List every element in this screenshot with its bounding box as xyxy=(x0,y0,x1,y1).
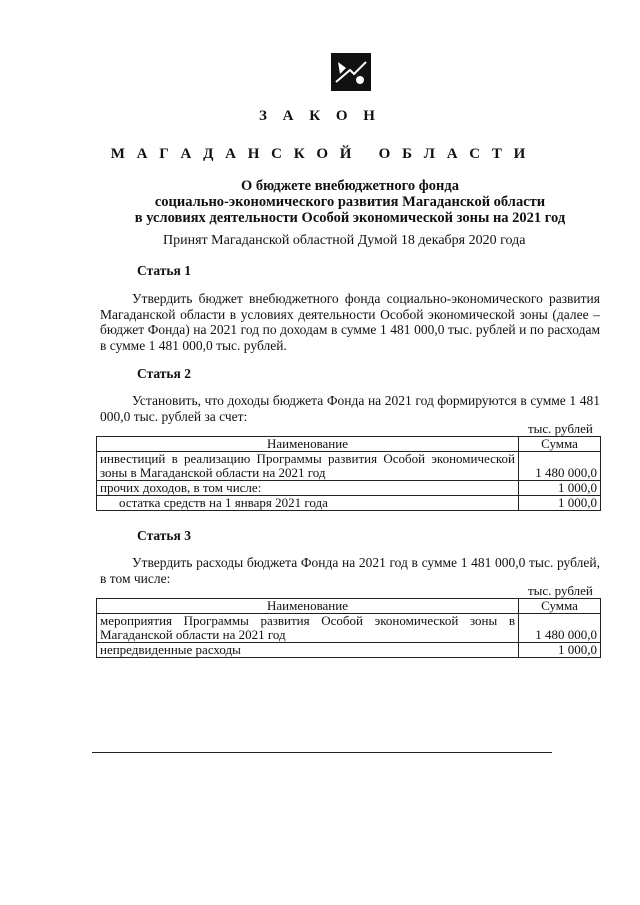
row-name: прочих доходов, в том числе: xyxy=(97,481,519,496)
unit-label: тыс. рублей xyxy=(528,583,593,598)
table-row xyxy=(97,452,601,481)
row-name: инвестиций в реализацию Программы развития Особой экономической зоны в Магаданской области на 2021 год xyxy=(97,452,519,481)
row-sum: 1 000,0 xyxy=(519,496,601,511)
coat-of-arms-icon xyxy=(330,52,372,92)
row-sum: 1 000,0 xyxy=(519,643,601,658)
region-title: М А Г А Д А Н С К О Й О Б Л А С Т И xyxy=(110,146,530,162)
income-table xyxy=(96,436,601,511)
divider-line xyxy=(92,752,552,753)
article-3-text: Утвердить расходы бюджета Фонда на 2021 год в сумме 1 481 000,0 тыс. рублей, в том числе: xyxy=(100,555,600,586)
column-header-sum: Сумма xyxy=(519,599,601,614)
column-header-name: Наименование xyxy=(97,437,519,452)
law-subtitle xyxy=(60,178,640,226)
table-row xyxy=(97,496,601,511)
adoption-note: Принят Магаданской областной Думой 18 декабря 2020 года xyxy=(163,233,526,248)
unit-label: тыс. рублей xyxy=(528,421,593,436)
row-name: мероприятия Программы развития Особой экономической зоны в Магаданской области на 2021 год xyxy=(97,614,519,643)
law-title: З А К О Н xyxy=(259,108,381,124)
column-header-name: Наименование xyxy=(97,599,519,614)
table-row xyxy=(97,614,601,643)
article-1-heading: Статья 1 xyxy=(137,263,191,278)
table-row xyxy=(97,643,601,658)
table-header-row xyxy=(97,599,601,614)
row-name: остатка средств на 1 января 2021 года xyxy=(97,496,519,511)
subtitle-line: в условиях деятельности Особой экономической зоны на 2021 год xyxy=(134,210,566,226)
table-header-row xyxy=(97,437,601,452)
article-1-text: Утвердить бюджет внебюджетного фонда социально-экономического развития Магаданской области в условиях деятельности Особой экономической зоны (далее – бюджет Фонда) на 2021 год по доходам в сумме 1 481 000,0 тыс. рублей и по расходам в сумме 1 481 000,0 тыс. рублей. xyxy=(100,291,600,353)
article-3-heading: Статья 3 xyxy=(137,528,191,543)
column-header-sum: Сумма xyxy=(519,437,601,452)
row-sum: 1 000,0 xyxy=(519,481,601,496)
article-2-heading: Статья 2 xyxy=(137,366,191,381)
article-2-text: Установить, что доходы бюджета Фонда на 2021 год формируются в сумме 1 481 000,0 тыс. рублей за счет: xyxy=(100,393,600,424)
row-sum: 1 480 000,0 xyxy=(519,614,601,643)
row-name: непредвиденные расходы xyxy=(97,643,519,658)
table-row xyxy=(97,481,601,496)
row-sum: 1 480 000,0 xyxy=(519,452,601,481)
subtitle-line: О бюджете внебюджетного фонда xyxy=(241,178,459,194)
subtitle-line: социально-экономического развития Магаданской области xyxy=(154,194,546,210)
expense-table xyxy=(96,598,601,658)
